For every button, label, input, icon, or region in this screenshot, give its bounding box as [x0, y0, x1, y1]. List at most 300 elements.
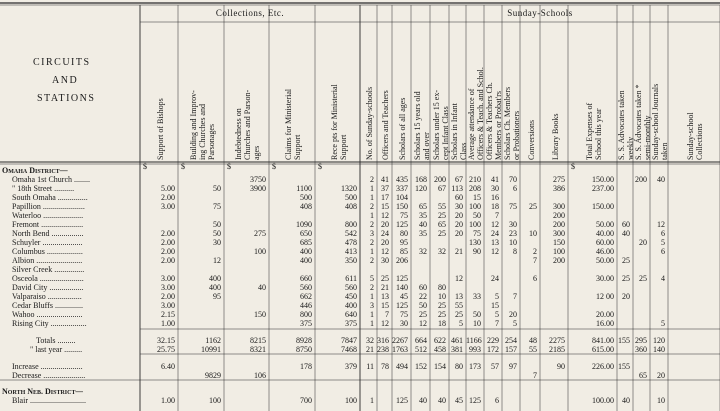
cell-infant: 30	[455, 202, 463, 211]
cell-journals: 10	[657, 396, 665, 405]
cell-off_members: 24	[491, 274, 499, 283]
cell-schu15: 25	[438, 301, 446, 310]
cell-sch_members: 5	[513, 319, 517, 328]
cell-indebtedness: 40	[258, 283, 266, 292]
cell-avg: 33	[473, 292, 481, 301]
cell-schu15: 40	[438, 396, 446, 405]
cell-officers: 12	[381, 247, 389, 256]
column-header-expenses: Total Expenses of	[584, 102, 594, 160]
cell-infant: 381	[451, 345, 463, 354]
cell-off_members: 30	[491, 184, 499, 193]
cell-officers: 37	[381, 184, 389, 193]
column-header-no_ss: No. of Sunday-schools	[365, 86, 374, 160]
cell-infant: 12	[455, 274, 463, 283]
cell-schu15: 200	[434, 175, 446, 184]
cell-no_ss: 1	[370, 396, 374, 405]
cell-schu15: 10	[438, 292, 446, 301]
column-header-advocates_w: S. S. Advocates taken	[617, 90, 626, 160]
column-header-collections: Collections	[695, 123, 704, 160]
cell-no_ss: 1	[370, 247, 374, 256]
cell-infant: 25	[455, 310, 463, 319]
cell-building: 50	[213, 229, 221, 238]
cell-scholars_all: 337	[396, 184, 408, 193]
cell-expenses: 841.00	[592, 336, 614, 345]
cell-journals: 6	[661, 247, 665, 256]
cell-sch_members: 23	[509, 229, 517, 238]
cell-journals: 5	[661, 238, 665, 247]
cell-off_members: 12	[491, 247, 499, 256]
cell-officers: 238	[377, 345, 389, 354]
cell-infant: 461	[451, 336, 463, 345]
station-name: Increase .....................	[12, 362, 83, 371]
cell-infant: 21	[455, 247, 463, 256]
cell-expenses: 50.00	[596, 220, 614, 229]
cell-support_bishops: 6.40	[161, 362, 175, 371]
cell-sch_members: 8	[513, 247, 517, 256]
cell-support_bishops: 1.00	[161, 319, 175, 328]
cell-scholars_all: 125	[396, 396, 408, 405]
cell-support_bishops: 3.00	[161, 283, 175, 292]
cell-scholars_all: 140	[396, 283, 408, 292]
column-header-infant: Class	[458, 142, 468, 160]
station-name: Osceola ......................	[12, 274, 84, 283]
cell-advocates_s: 360	[635, 345, 647, 354]
column-header-scholars_all: Scholars of all ages	[398, 97, 407, 160]
station-name: Rising City ..................	[12, 319, 87, 328]
cell-receipts: 450	[345, 292, 357, 301]
cell-no_ss: 2	[370, 175, 374, 184]
cell-claims: 560	[300, 283, 312, 292]
cell-infant: 20	[455, 211, 463, 220]
cell-officers: 7	[385, 310, 389, 319]
cell-receipts: 800	[345, 220, 357, 229]
cell-advocates_w: 25	[622, 256, 630, 265]
cell-expenses: 40.00	[596, 229, 614, 238]
cell-building: 400	[209, 274, 221, 283]
cell-building: 9829	[205, 371, 221, 380]
cell-avg: 130	[469, 238, 481, 247]
cell-scholars_all: 95	[400, 238, 408, 247]
column-header-advocates_w: weekly	[626, 136, 635, 160]
cell-claims: 8928	[296, 336, 312, 345]
cell-off_members: 6	[495, 396, 499, 405]
cell-schu15: 458	[434, 345, 446, 354]
cell-receipts: 100	[345, 396, 357, 405]
cell-expenses: 16.00	[596, 319, 614, 328]
cell-claims: 400	[300, 247, 312, 256]
cell-sch_members: 97	[509, 362, 517, 371]
column-header-collections: Sunday-school	[686, 112, 695, 160]
cell-no_ss: 2	[370, 220, 374, 229]
cell-building: 100	[209, 396, 221, 405]
cell-sch15: 65	[419, 202, 427, 211]
cell-no_ss: 1	[370, 193, 374, 202]
column-header-advocates_s: semi-monthly	[642, 115, 652, 160]
column-header-building: Building and Improv-	[188, 90, 198, 160]
cell-advocates_s: 200	[635, 175, 647, 184]
cell-off_members: 7	[495, 211, 499, 220]
cell-sch_members: 7	[513, 292, 517, 301]
cell-off_members: 5	[495, 292, 499, 301]
table-row	[0, 310, 720, 319]
station-name: David City .................	[12, 283, 84, 292]
cell-infant: 20	[455, 220, 463, 229]
cell-advocates_s: 65	[639, 371, 647, 380]
cell-officers: 12	[381, 319, 389, 328]
cell-claims: 375	[300, 319, 312, 328]
cell-schu15: 25	[438, 211, 446, 220]
cell-avg: 125	[469, 396, 481, 405]
cell-expenses: 46.00	[596, 247, 614, 256]
cell-indebtedness: 100	[254, 247, 266, 256]
cell-advocates_s: 25	[639, 274, 647, 283]
cell-advocates_w: 155	[618, 336, 630, 345]
cell-sch_members: 157	[505, 345, 517, 354]
column-header-expenses: School this year	[593, 108, 603, 160]
cell-conversions: 55	[529, 345, 537, 354]
column-header-advocates_s: S. S. Advocates taken *	[633, 84, 643, 160]
cell-scholars_all: 80	[400, 229, 408, 238]
table-row	[0, 256, 720, 265]
cell-avg: 993	[469, 345, 481, 354]
cell-sch15: 22	[419, 292, 427, 301]
cell-avg: 15	[473, 193, 481, 202]
cell-avg: 10	[473, 319, 481, 328]
column-header-off_members: Officers & Teachers Ch.	[485, 82, 494, 160]
cell-receipts: 7468	[341, 345, 357, 354]
station-name: North Bend ................	[12, 229, 84, 238]
cell-infant: 60	[455, 193, 463, 202]
cell-avg: 210	[469, 175, 481, 184]
cell-receipts: 7847	[341, 336, 357, 345]
cell-scholars_all: 30	[400, 319, 408, 328]
cell-claims: 178	[300, 362, 312, 371]
cell-receipts: 375	[345, 319, 357, 328]
cell-building: 50	[213, 220, 221, 229]
cell-support_bishops: 2.00	[161, 238, 175, 247]
cell-officers: 17	[381, 193, 389, 202]
column-header-infant: Scholars in Infant	[449, 103, 459, 160]
cell-claims: 408	[300, 202, 312, 211]
cell-claims: 685	[300, 238, 312, 247]
table-row	[0, 319, 720, 328]
cell-avg: 50	[473, 310, 481, 319]
column-header-off_members: Members or Probat'rs	[494, 91, 503, 160]
cell-conversions: 7	[533, 371, 537, 380]
cell-journals: 20	[657, 371, 665, 380]
cell-library: 386	[553, 184, 565, 193]
currency-symbol: $	[272, 162, 276, 171]
cell-expenses: 150.00	[592, 175, 614, 184]
cell-building: 75	[213, 202, 221, 211]
cell-officers: 20	[381, 220, 389, 229]
cell-support_bishops: 3.00	[161, 301, 175, 310]
cell-schu15: 18	[438, 319, 446, 328]
cell-expenses: 100.00	[592, 396, 614, 405]
cell-sch15: 168	[415, 175, 427, 184]
cell-avg: 208	[469, 184, 481, 193]
cell-avg: 100	[469, 220, 481, 229]
district-row	[0, 387, 720, 396]
table-row	[0, 292, 720, 301]
cell-advocates_w: 20	[622, 292, 630, 301]
cell-scholars_all: 1763	[392, 345, 408, 354]
cell-journals: 4	[661, 274, 665, 283]
title-line: CIRCUITS	[33, 57, 91, 68]
cell-library: 275	[553, 175, 565, 184]
cell-expenses: 226.00	[592, 362, 614, 371]
table-row	[0, 175, 720, 184]
cell-officers: 24	[381, 229, 389, 238]
column-header-receipts: Rece pts for Ministerial	[329, 84, 339, 160]
cell-sch15: 120	[415, 184, 427, 193]
cell-receipts: 542	[345, 229, 357, 238]
cell-receipts: 560	[345, 283, 357, 292]
cell-support_bishops: 3.00	[161, 202, 175, 211]
cell-support_bishops: 32.15	[157, 336, 175, 345]
cell-scholars_all: 75	[400, 310, 408, 319]
cell-avg: 1166	[466, 336, 482, 345]
cell-officers: 12	[381, 211, 389, 220]
station-name: Albion .......................	[12, 256, 83, 265]
column-header-schu15: cept Infant Class	[440, 106, 450, 160]
cell-advocates_s: 295	[635, 336, 647, 345]
cell-claims: 1090	[296, 220, 312, 229]
currency-symbol: $	[227, 162, 231, 171]
cell-no_ss: 2	[370, 256, 374, 265]
station-name: Waterloo ....................	[12, 211, 84, 220]
cell-schu15: 67	[438, 184, 446, 193]
cell-library: 300	[553, 229, 565, 238]
cell-no_ss: 1	[370, 310, 374, 319]
cell-scholars_all: 85	[400, 247, 408, 256]
cell-claims: 400	[300, 256, 312, 265]
cell-support_bishops: 2.00	[161, 247, 175, 256]
cell-no_ss: 5	[370, 274, 374, 283]
cell-support_bishops: 2.00	[161, 256, 175, 265]
cell-claims: 500	[300, 193, 312, 202]
cell-indebtedness: 8215	[250, 336, 266, 345]
cell-library: 2185	[549, 345, 565, 354]
cell-officers: 15	[381, 301, 389, 310]
cell-infant: 20	[455, 229, 463, 238]
column-header-indebtedness: Churches and Parson-	[243, 89, 252, 160]
column-header-claims: Claims for Ministerial	[284, 88, 293, 160]
cell-scholars_all: 2267	[392, 336, 408, 345]
cell-support_bishops: 3.00	[161, 274, 175, 283]
table-row	[0, 229, 720, 238]
cell-off_members: 16	[491, 193, 499, 202]
cell-scholars_all: 45	[400, 292, 408, 301]
column-header-sch15: Scholars 15 years old	[412, 91, 422, 160]
cell-scholars_all: 104	[396, 193, 408, 202]
cell-schu15: 55	[438, 202, 446, 211]
table-row	[0, 247, 720, 256]
column-header-claims: Support	[293, 134, 302, 160]
cell-officers: 78	[381, 362, 389, 371]
cell-journals: 5	[661, 319, 665, 328]
cell-expenses: 12 00	[596, 292, 614, 301]
cell-building: 30	[213, 238, 221, 247]
currency-symbol: $	[571, 162, 575, 171]
column-header-sch_members: or Probationers	[512, 110, 521, 160]
column-header-sch_members: Scholars Ch. Members	[503, 86, 512, 160]
cell-support_bishops: 2.15	[161, 310, 175, 319]
cell-sch15: 664	[415, 336, 427, 345]
cell-off_members: 24	[491, 229, 499, 238]
currency-symbol: $	[143, 162, 147, 171]
cell-receipts: 400	[345, 301, 357, 310]
column-header-indebtedness: Indebtedness on	[234, 108, 243, 160]
cell-schu15: 25	[438, 310, 446, 319]
cell-receipts: 408	[345, 202, 357, 211]
table-row	[0, 211, 720, 220]
cell-receipts: 350	[345, 256, 357, 265]
cell-avg: 75	[473, 229, 481, 238]
column-header-avg: Officers & Teach. and Schol.	[476, 67, 485, 160]
cell-sch15: 512	[415, 345, 427, 354]
cell-officers: 15	[381, 202, 389, 211]
station-name: Papillion .....................	[12, 202, 85, 211]
cell-advocates_w: 155	[618, 362, 630, 371]
cell-support_bishops: 1.00	[161, 396, 175, 405]
cell-support_bishops: 2.00	[161, 193, 175, 202]
cell-library: 300	[553, 202, 565, 211]
table-row	[0, 220, 720, 229]
cell-no_ss: 1	[370, 319, 374, 328]
cell-indebtedness: 3750	[250, 175, 266, 184]
cell-sch15: 12	[419, 319, 427, 328]
cell-no_ss: 2	[370, 238, 374, 247]
cell-sch_members: 70	[509, 175, 517, 184]
cell-sch15: 35	[419, 229, 427, 238]
station-name: Valparaiso .................	[12, 292, 82, 301]
cell-avg: 100	[469, 202, 481, 211]
table-row	[0, 184, 720, 193]
cell-no_ss: 3	[370, 301, 374, 310]
cell-journals: 40	[657, 175, 665, 184]
cell-scholars_all: 206	[396, 256, 408, 265]
cell-building: 400	[209, 283, 221, 292]
cell-no_ss: 2	[370, 202, 374, 211]
cell-expenses: 237.00	[592, 184, 614, 193]
column-header-avg: Average attendance of	[467, 88, 476, 160]
column-header-conversions: Conversions	[526, 120, 536, 160]
cell-off_members: 229	[487, 336, 499, 345]
cell-sch_members: 75	[509, 202, 517, 211]
cell-receipts: 611	[345, 274, 357, 283]
cell-off_members: 41	[491, 175, 499, 184]
district-row	[0, 166, 720, 175]
station-name: Totals .........	[36, 336, 76, 345]
cell-claims: 662	[300, 292, 312, 301]
cell-officers: 41	[381, 175, 389, 184]
cell-support_bishops: 2.00	[161, 292, 175, 301]
totals-row	[0, 336, 720, 345]
cell-receipts: 500	[345, 193, 357, 202]
cell-support_bishops: 25.75	[157, 345, 175, 354]
cell-off_members: 18	[491, 202, 499, 211]
cell-sch_members: 254	[505, 336, 517, 345]
cell-schu15: 622	[434, 336, 446, 345]
station-name: Blair ............................	[12, 396, 86, 405]
cell-expenses: 60.00	[596, 238, 614, 247]
cell-off_members: 172	[487, 345, 499, 354]
column-header-sch15: and over	[421, 132, 431, 160]
cell-journals: 120	[653, 336, 665, 345]
cell-officers: 21	[381, 283, 389, 292]
table-row	[0, 238, 720, 247]
cell-officers: 13	[381, 292, 389, 301]
table-row	[0, 396, 720, 405]
cell-indebtedness: 106	[254, 371, 266, 380]
cell-no_ss: 1	[370, 292, 374, 301]
cell-infant: 67	[455, 175, 463, 184]
column-header-library: Library Books	[550, 113, 560, 160]
cell-library: 200	[553, 220, 565, 229]
cell-advocates_w: 25	[622, 274, 630, 283]
cell-schu15: 80	[438, 283, 446, 292]
cell-receipts: 413	[345, 247, 357, 256]
cell-indebtedness: 8321	[250, 345, 266, 354]
station-name: Omaha 1st Church ........	[12, 175, 90, 184]
cell-no_ss: 2	[370, 283, 374, 292]
cell-sch_members: 20	[509, 310, 517, 319]
sunday-schools-group-heading: Sunday-Schools	[507, 8, 573, 18]
cell-sch15: 50	[419, 301, 427, 310]
column-header-building: Parsonages	[206, 124, 216, 160]
cell-schu15: 154	[434, 362, 446, 371]
cell-avg: 173	[469, 362, 481, 371]
cell-journals: 12	[657, 220, 665, 229]
cell-infant: 55	[455, 301, 463, 310]
cell-no_ss: 32	[366, 336, 374, 345]
cell-no_ss: 3	[370, 229, 374, 238]
cell-claims: 800	[300, 310, 312, 319]
column-header-building: ing Churches and	[197, 104, 207, 160]
station-name: Silver Creek ...............	[12, 265, 85, 274]
cell-building: 1162	[205, 336, 221, 345]
cell-avg: 90	[473, 247, 481, 256]
cell-off_members: 15	[491, 301, 499, 310]
currency-symbol: $	[181, 162, 185, 171]
cell-scholars_all: 125	[396, 301, 408, 310]
cell-library: 90	[557, 362, 565, 371]
collections-group-heading: Collections, Etc.	[215, 8, 285, 18]
cell-scholars_all: 75	[400, 211, 408, 220]
cell-building: 10991	[201, 345, 221, 354]
cell-officers: 25	[381, 274, 389, 283]
cell-support_bishops: 2.00	[161, 229, 175, 238]
station-name: " 18th Street ..........	[12, 184, 75, 193]
cell-advocates_s: 20	[639, 238, 647, 247]
cell-support_bishops: 5.00	[161, 184, 175, 193]
cell-schu15: 25	[438, 229, 446, 238]
table-row	[0, 283, 720, 292]
station-name: South Omaha ...............	[12, 193, 88, 202]
cell-library: 200	[553, 211, 565, 220]
cell-expenses: 615.00	[592, 345, 614, 354]
cell-sch15: 152	[415, 362, 427, 371]
cell-building: 12	[213, 256, 221, 265]
cell-receipts: 379	[345, 362, 357, 371]
cell-building: 50	[213, 184, 221, 193]
cell-sch15: 40	[419, 220, 427, 229]
cell-expenses: 50.00	[596, 256, 614, 265]
cell-off_members: 12	[491, 220, 499, 229]
diff-row	[0, 362, 720, 371]
cell-expenses: 150.00	[592, 202, 614, 211]
